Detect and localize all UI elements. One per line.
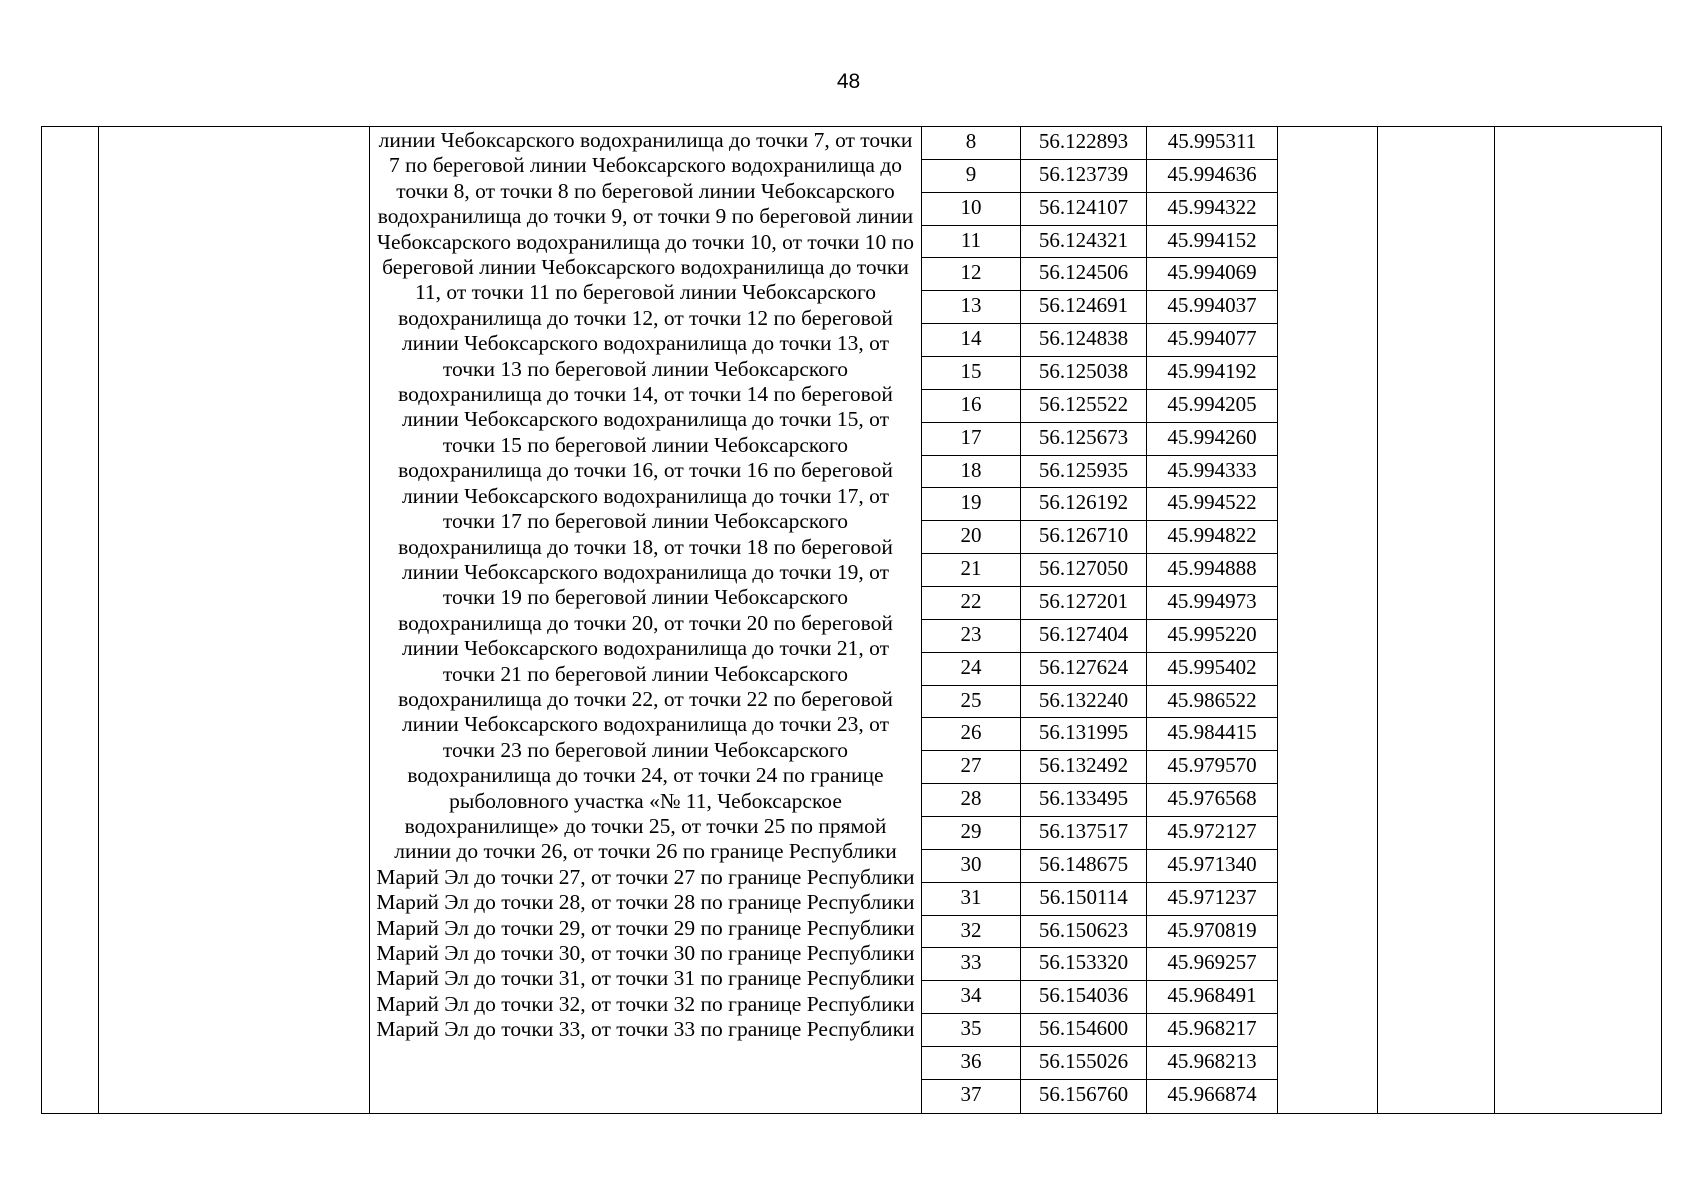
point-number: 17 (922, 423, 1020, 456)
longitude-value: 45.994822 (1147, 521, 1277, 554)
point-number: 31 (922, 883, 1020, 916)
longitude-value: 45.994192 (1147, 357, 1277, 390)
latitude-value: 56.124838 (1021, 324, 1146, 357)
point-number: 32 (922, 916, 1020, 949)
longitude-value: 45.979570 (1147, 751, 1277, 784)
latitude-column (1021, 127, 1147, 1114)
latitude-value: 56.127624 (1021, 653, 1146, 686)
longitude-value: 45.994322 (1147, 193, 1277, 226)
longitude-value: 45.994888 (1147, 554, 1277, 587)
latitude-value: 56.153320 (1021, 948, 1146, 981)
longitude-value: 45.994069 (1147, 258, 1277, 291)
boundary-description-cell (370, 127, 922, 1114)
empty-cell-1 (42, 127, 99, 1114)
empty-cell-7 (1278, 127, 1378, 1114)
longitude-value: 45.994333 (1147, 456, 1277, 489)
longitude-value: 45.986522 (1147, 686, 1277, 719)
empty-cell-9 (1495, 127, 1662, 1114)
latitude-value: 56.127050 (1021, 554, 1146, 587)
boundary-description: линии Чебоксарского водохранилища до точки 7, от точки 7 по береговой линии Чебоксарского водохранилища до точки 8, от точки 8 по береговой линии Чебоксарского водохранилища до точки 9, от точки 9 по береговой линии Чебоксарского водохранилища до точки 10, от точки 10 по береговой линии Чебоксарского водохранилища до точки 11, от точки 11 по береговой линии Чебоксарского водохранилища до точки 12, от точки 12 по береговой линии Чебоксарского водохранилища до точки 13, от точки 13 по береговой линии Чебоксарского водохранилища до точки 14, от точки 14 по береговой линии Чебоксарского водохранилища до точки 15, от точки 15 по береговой линии Чебоксарского водохранилища до точки 16, от точки 16 по береговой линии Чебоксарского водохранилища до точки 17, от точки 17 по береговой линии Чебоксарского водохранилища до точки 18, от точки 18 по береговой линии Чебоксарского водохранилища до точки 19, от точки 19 по береговой линии Чебоксарского водохранилища до точки 20, от точки 20 по береговой линии Чебоксарского водохранилища до точки 21, от точки 21 по береговой линии Чебоксарского водохранилища до точки 22, от точки 22 по береговой линии Чебоксарского водохранилища до точки 23, от точки 23 по береговой линии Чебоксарского водохранилища до точки 24, от точки 24 по границе рыболовного участка «№ 11, Чебоксарское водохранилище» до точки 25, от точки 25 по прямой линии до точки 26, от точки 26 по границе Республики Марий Эл до точки 27, от точки 27 по границе Республики Марий Эл до точки 28, от точки 28 по границе Республики Марий Эл до точки 29, от точки 29 по границе Республики Марий Эл до точки 30, от точки 30 по границе Республики Марий Эл до точки 31, от точки 31 по границе Республики Марий Эл до точки 32, от точки 32 по границе Республики Марий Эл до точки 33, от точки 33 по границе Республики (376, 128, 915, 1042)
longitude-value: 45.994973 (1147, 587, 1277, 620)
latitude-value: 56.154600 (1021, 1014, 1146, 1047)
point-number: 23 (922, 620, 1020, 653)
point-number: 24 (922, 653, 1020, 686)
longitude-value: 45.995220 (1147, 620, 1277, 653)
latitude-value: 56.133495 (1021, 784, 1146, 817)
latitude-value: 56.122893 (1021, 127, 1146, 160)
longitude-value: 45.994077 (1147, 324, 1277, 357)
longitude-value: 45.968491 (1147, 981, 1277, 1014)
page-number: 48 (836, 70, 861, 93)
point-number: 29 (922, 817, 1020, 850)
empty-cell-8 (1378, 127, 1495, 1114)
point-number: 16 (922, 390, 1020, 423)
longitude-value: 45.994522 (1147, 488, 1277, 521)
latitude-value: 56.148675 (1021, 850, 1146, 883)
longitude-value: 45.976568 (1147, 784, 1277, 817)
point-number: 20 (922, 521, 1020, 554)
latitude-value: 56.155026 (1021, 1047, 1146, 1080)
latitude-value: 56.124691 (1021, 291, 1146, 324)
empty-cell-2 (99, 127, 370, 1114)
latitude-value: 56.124321 (1021, 226, 1146, 259)
latitude-value: 56.126710 (1021, 521, 1146, 554)
point-number: 10 (922, 193, 1020, 226)
point-number: 21 (922, 554, 1020, 587)
latitude-value: 56.150114 (1021, 883, 1146, 916)
latitude-value: 56.125935 (1021, 456, 1146, 489)
point-number: 28 (922, 784, 1020, 817)
longitude-value: 45.971237 (1147, 883, 1277, 916)
latitude-value: 56.150623 (1021, 916, 1146, 949)
point-number: 37 (960, 1081, 982, 1106)
point-number: 35 (922, 1014, 1020, 1047)
point-number: 12 (922, 258, 1020, 291)
latitude-value: 56.125673 (1021, 423, 1146, 456)
point-number: 34 (922, 981, 1020, 1014)
longitude-value: 45.995402 (1147, 653, 1277, 686)
longitude-value: 45.995311 (1147, 127, 1277, 160)
point-number: 14 (922, 324, 1020, 357)
longitude-value: 45.968213 (1147, 1047, 1277, 1080)
point-number: 25 (922, 686, 1020, 719)
longitude-value: 45.970819 (1147, 916, 1277, 949)
point-number: 9 (922, 160, 1020, 193)
latitude-value: 56.137517 (1021, 817, 1146, 850)
latitude-value: 56.127404 (1021, 620, 1146, 653)
point-number: 19 (922, 488, 1020, 521)
point-number: 30 (922, 850, 1020, 883)
point-number: 15 (922, 357, 1020, 390)
longitude-value: 45.971340 (1147, 850, 1277, 883)
point-number-column (922, 127, 1021, 1114)
latitude-value: 56.127201 (1021, 587, 1146, 620)
longitude-value: 45.994636 (1147, 160, 1277, 193)
point-number: 26 (922, 718, 1020, 751)
longitude-value: 45.994260 (1147, 423, 1277, 456)
longitude-value: 45.968217 (1147, 1014, 1277, 1047)
latitude-value: 56.123739 (1021, 160, 1146, 193)
point-number: 22 (922, 587, 1020, 620)
longitude-value: 45.984415 (1147, 718, 1277, 751)
longitude-value: 45.966874 (1167, 1081, 1257, 1106)
latitude-value: 56.132240 (1021, 686, 1146, 719)
latitude-value: 56.154036 (1021, 981, 1146, 1014)
latitude-value: 56.156760 (1038, 1081, 1129, 1106)
longitude-value: 45.994037 (1147, 291, 1277, 324)
longitude-value: 45.972127 (1147, 817, 1277, 850)
point-number: 8 (922, 127, 1020, 160)
latitude-value: 56.124506 (1021, 258, 1146, 291)
point-number: 13 (922, 291, 1020, 324)
point-number: 36 (922, 1047, 1020, 1080)
longitude-value: 45.969257 (1147, 948, 1277, 981)
longitude-value: 45.994205 (1147, 390, 1277, 423)
longitude-value: 45.994152 (1147, 226, 1277, 259)
longitude-column (1147, 127, 1278, 1114)
point-number: 18 (922, 456, 1020, 489)
latitude-value: 56.124107 (1021, 193, 1146, 226)
latitude-value: 56.132492 (1021, 751, 1146, 784)
latitude-value: 56.131995 (1021, 718, 1146, 751)
point-number: 27 (922, 751, 1020, 784)
latitude-value: 56.126192 (1021, 488, 1146, 521)
point-number: 33 (922, 948, 1020, 981)
point-number: 11 (922, 226, 1020, 259)
latitude-value: 56.125038 (1021, 357, 1146, 390)
latitude-value: 56.125522 (1021, 390, 1146, 423)
boundary-table (41, 126, 1662, 1114)
